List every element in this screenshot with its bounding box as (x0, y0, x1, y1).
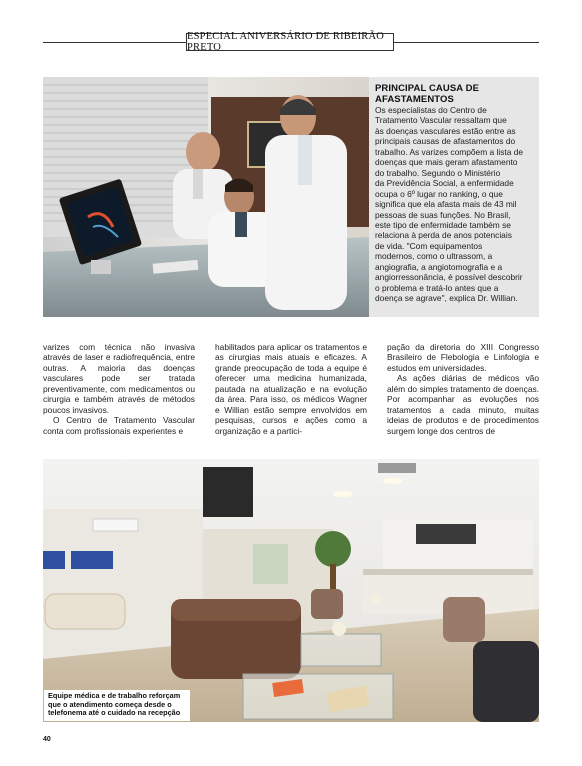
sidebar-line: às doenças vasculares estão entre as (375, 125, 516, 136)
sidebar-line: do trabalho. Segundo o Ministério (375, 167, 501, 178)
article-paragraph: habilitados para aplicar os tratamentos e as cirurgias mais atuais e eficazes. A grande preocupação de toda a equipe é oferecer uma medicina humanizada, pautada na atualização e na evolução da área. Para isso, os médicos Wagner e Willian estão sempre envolvidos em pesquisas, cursos e ações como a organização e a partici- (215, 342, 367, 436)
sidebar-title-line2: AFASTAMENTOS (375, 94, 454, 105)
sidebar-line: trabalho. As varizes compõem a lista de (375, 146, 524, 157)
sidebar-line: ocupa o 6º lugar no ranking, o que (375, 188, 503, 199)
header-rule-right (394, 42, 539, 43)
sidebar-text (375, 105, 533, 304)
article-column-2 (215, 342, 367, 436)
article-paragraph: As ações diárias de médicos vão além do simples tratamento de doenças. Por acompanhar as evoluções nos tratamentos a cada minuto, muitas ideias de produtos e de procedimentos surgem longe dos centros de (387, 373, 539, 436)
sidebar-line: pessoas de suas funções. No Brasil, (375, 209, 511, 220)
sidebar-line: angiografia, a angiotomografia e a (375, 261, 503, 272)
sidebar-line: este tipo de enfermidade também se (375, 219, 511, 230)
article-paragraph: O Centro de Tratamento Vascular conta com profissionais experientes e (43, 415, 195, 436)
sidebar-line: de vida. "Com equipamentos (375, 240, 483, 251)
sidebar-line: significa que ela afasta mais de 43 mil (375, 199, 517, 210)
sidebar-line: relaciona à perda de anos potenciais (375, 230, 512, 241)
sidebar-box (369, 77, 539, 317)
sidebar-line: angiorressonância, é possível descobrir (375, 272, 523, 283)
sidebar-title-line1: PRINCIPAL CAUSA DE (375, 83, 480, 94)
article-paragraph: pação da diretoria do XIII Congresso Brasileiro de Flebologia e Linfologia e estudos em universidades. (387, 342, 539, 373)
header-rule-left (43, 42, 186, 43)
sidebar-line: da Previdência Social, a enfermidade (375, 178, 514, 189)
sidebar-line: Os especialistas do Centro de (375, 105, 487, 115)
reception-photo (43, 459, 539, 722)
sidebar-line: principais causas de afastamentos do (375, 136, 516, 147)
section-title: ESPECIAL ANIVERSÁRIO DE RIBEIRÃO PRETO (186, 33, 394, 51)
sidebar-line: o problema e tratá-lo antes que a (375, 282, 499, 293)
doctors-photo (43, 77, 369, 317)
sidebar-line: modernos, como o ultrassom, a (375, 251, 493, 262)
article-column-3 (387, 342, 539, 436)
sidebar-line: doenças que mais geram afastamento (375, 157, 518, 168)
article-column-1 (43, 342, 195, 436)
photo-caption: Equipe médica e de trabalho reforçam que o atendimento começa desde o telefonema até o cuidado na recepção (44, 690, 190, 721)
sidebar-line: Tratamento Vascular ressaltam que (375, 115, 507, 126)
sidebar-title (375, 83, 533, 105)
article-paragraph: varizes com técnica não invasiva através de laser e radiofrequência, entre outras. A maioria das doenças vasculares pode ser tratada preventivamente, com medicamentos ou cirurgia e também através de métodos poucos invasivos. (43, 342, 195, 415)
sidebar-line: doença se agrave", explica Dr. Willian. (375, 293, 518, 304)
page-number: 40 (43, 736, 51, 743)
